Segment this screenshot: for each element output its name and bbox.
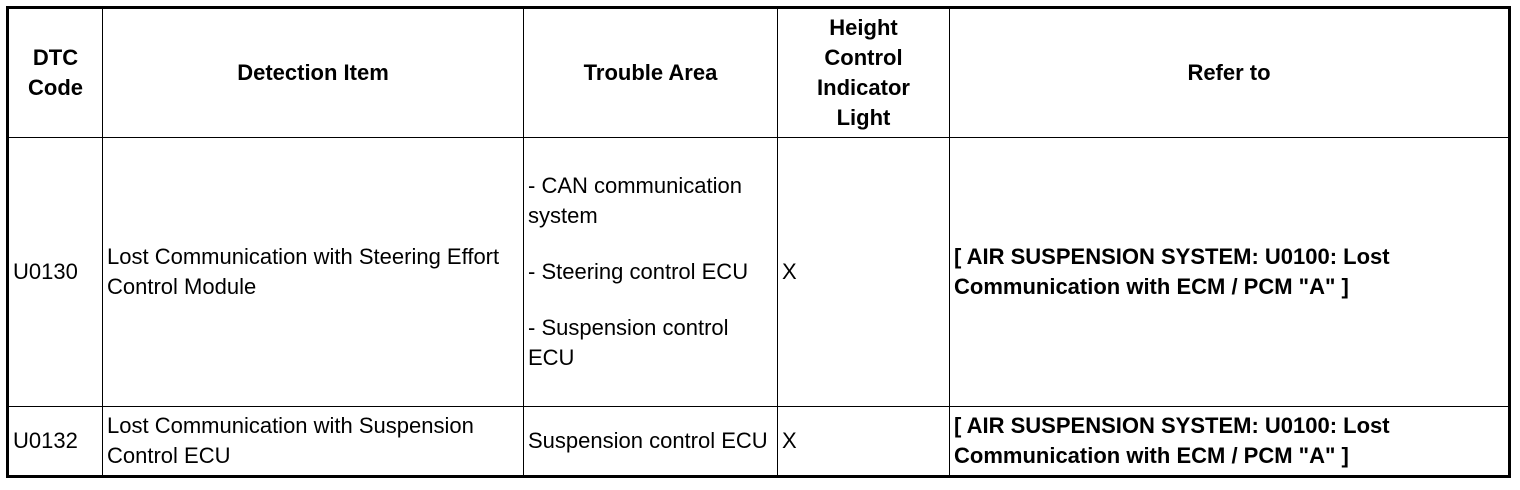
table-header-row [8, 8, 1510, 138]
dtc-table [6, 6, 1511, 478]
dtc-code-cell: U0130 [8, 138, 103, 407]
header-indicator-light-line: Height [829, 15, 898, 40]
indicator-light-cell: X [778, 407, 950, 477]
refer-to-link[interactable]: [ AIR SUSPENSION SYSTEM: U0100: Lost Communication with ECM / PCM "A" ] [950, 138, 1510, 407]
refer-to-link[interactable]: [ AIR SUSPENSION SYSTEM: U0100: Lost Communication with ECM / PCM "A" ] [950, 407, 1510, 477]
header-dtc-code-line: Code [28, 75, 83, 100]
indicator-light-cell: X [778, 138, 950, 407]
header-indicator-light-line: Control [824, 45, 903, 70]
table-row [8, 407, 1510, 477]
header-refer-to: Refer to [950, 8, 1510, 138]
header-trouble-area: Trouble Area [524, 8, 778, 138]
detection-item-cell: Lost Communication with Suspension Control ECU [103, 407, 524, 477]
dtc-code-cell: U0132 [8, 407, 103, 477]
header-detection-item: Detection Item [103, 8, 524, 138]
header-dtc-code-line: DTC [32, 45, 79, 70]
trouble-area-item: Suspension control ECU [528, 428, 768, 453]
trouble-area-cell [524, 138, 778, 407]
trouble-area-cell [524, 407, 778, 477]
trouble-area-item: - CAN communication system [528, 173, 742, 228]
trouble-area-item: - Suspension control ECU [528, 315, 729, 370]
detection-item-cell: Lost Communication with Steering Effort Control Module [103, 138, 524, 407]
trouble-area-item: - Steering control ECU [528, 259, 749, 284]
header-indicator-light-line: Indicator [817, 75, 910, 100]
table-row [8, 138, 1510, 407]
header-indicator-light [778, 8, 950, 138]
header-dtc-code [8, 8, 103, 138]
header-indicator-light-line: Light [836, 105, 891, 130]
